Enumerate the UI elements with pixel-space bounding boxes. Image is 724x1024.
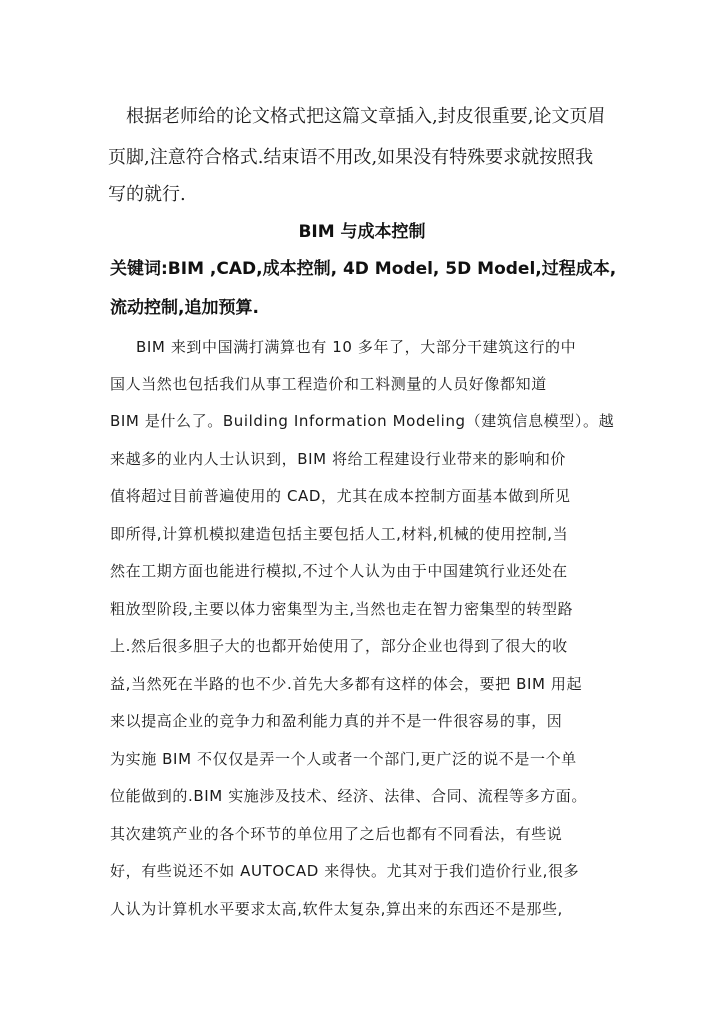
paragraph-line: 好，有些说还不如 AUTOCAD 来得快。尤其对于我们造价行业,很多	[110, 862, 580, 880]
paragraph-line: 值将超过目前普遍使用的 CAD，尤其在成本控制方面基本做到所见	[110, 487, 571, 505]
keywords-line: 流动控制,追加预算.	[110, 298, 259, 318]
paragraph-line: 其次建筑产业的各个环节的单位用了之后也都有不同看法，有些说	[110, 825, 563, 843]
paragraph-line: 益,当然死在半路的也不少.首先大多都有这样的体会，要把 BIM 用起	[110, 675, 583, 693]
document-title: BIM 与成本控制	[298, 222, 426, 242]
paragraph-line: 来越多的业内人士认识到，BIM 将给工程建设行业带来的影响和价	[110, 450, 567, 468]
paragraph-line: 然在工期方面也能进行模拟,不过个人认为由于中国建筑行业还处在	[110, 562, 568, 580]
intro-line: 根据老师给的论文格式把这篇文章插入,封皮很重要,论文页眉	[126, 106, 606, 127]
paragraph-line: 人认为计算机水平要求太高,软件太复杂,算出来的东西还不是那些,	[110, 900, 563, 918]
paragraph-line: 为实施 BIM 不仅仅是弄一个人或者一个部门,更广泛的说不是一个单	[110, 750, 577, 768]
intro-line: 页脚,注意符合格式.结束语不用改,如果没有特殊要求就按照我	[108, 147, 594, 168]
paragraph-line: 位能做到的.BIM 实施涉及技术、经济、法律、合同、流程等多方面。	[110, 787, 587, 805]
paragraph-line: 国人当然也包括我们从事工程造价和工料测量的人员好像都知道	[110, 375, 547, 393]
paragraph-line: 上.然后很多胆子大的也都开始使用了，部分企业也得到了很大的收	[110, 637, 568, 655]
paragraph-line: BIM 是什么了。Building Information Modeling（建筑信息模型）。越	[110, 412, 615, 430]
paragraph-line: 来以提高企业的竞争力和盈利能力真的并不是一件很容易的事，因	[110, 712, 563, 730]
paragraph-line: BIM 来到中国满打满算也有 10 多年了，大部分干建筑这行的中	[136, 338, 577, 356]
intro-line: 写的就行.	[108, 184, 186, 205]
keywords-line: 关键词:BIM ,CAD,成本控制, 4D Model, 5D Model,过程成本,	[110, 259, 617, 279]
paragraph-line: 即所得,计算机模拟建造包括主要包括人工,材料,机械的使用控制,当	[110, 525, 569, 543]
paragraph-line: 粗放型阶段,主要以体力密集型为主,当然也走在智力密集型的转型路	[110, 600, 574, 618]
